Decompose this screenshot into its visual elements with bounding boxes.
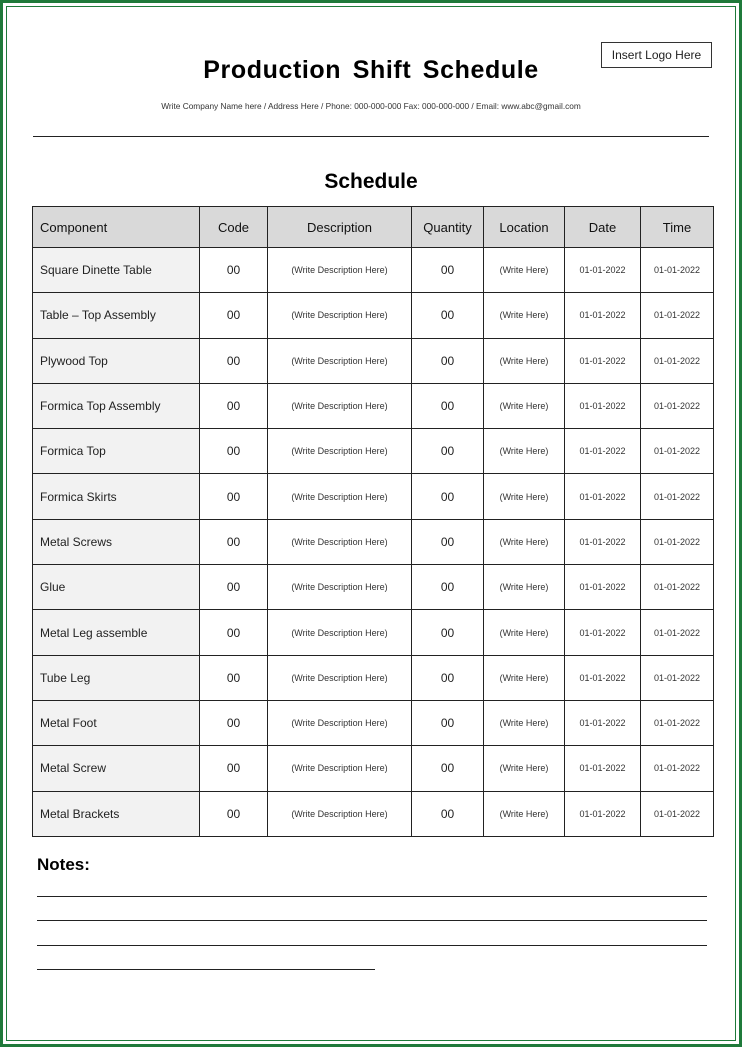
header-divider [33,136,709,137]
schedule-title: Schedule [324,170,418,193]
table-row [33,429,714,474]
cell-date[interactable]: 01-01-2022 [565,338,641,383]
cell-quantity[interactable]: 00 [412,293,484,338]
notes-line[interactable] [37,920,707,921]
cell-date[interactable]: 01-01-2022 [565,429,641,474]
table-row [33,655,714,700]
cell-component[interactable]: Metal Screws [33,519,200,564]
cell-component[interactable]: Formica Skirts [33,474,200,519]
cell-code[interactable]: 00 [200,248,268,293]
cell-quantity[interactable]: 00 [412,610,484,655]
cell-location[interactable]: (Write Here) [484,293,565,338]
cell-date[interactable]: 01-01-2022 [565,700,641,745]
cell-location[interactable]: (Write Here) [484,383,565,428]
cell-component[interactable]: Square Dinette Table [33,248,200,293]
cell-date[interactable]: 01-01-2022 [565,383,641,428]
table-row [33,791,714,836]
cell-time[interactable]: 01-01-2022 [641,248,714,293]
cell-quantity[interactable]: 00 [412,655,484,700]
cell-component[interactable]: Tube Leg [33,655,200,700]
cell-time[interactable]: 01-01-2022 [641,293,714,338]
cell-quantity[interactable]: 00 [412,519,484,564]
cell-time[interactable]: 01-01-2022 [641,791,714,836]
cell-code[interactable]: 00 [200,429,268,474]
cell-time[interactable]: 01-01-2022 [641,746,714,791]
cell-date[interactable]: 01-01-2022 [565,655,641,700]
cell-code[interactable]: 00 [200,474,268,519]
table-row [33,519,714,564]
table-row [33,700,714,745]
company-info-line: Write Company Name here / Address Here / Phone: 000-000-000 Fax: 000-000-000 / Email: www.abc@gmail.com [161,101,581,111]
cell-quantity[interactable]: 00 [412,565,484,610]
cell-code[interactable]: 00 [200,383,268,428]
cell-description[interactable]: (Write Description Here) [268,429,412,474]
cell-description[interactable]: (Write Description Here) [268,655,412,700]
column-header-component: Component [33,207,200,248]
cell-location[interactable]: (Write Here) [484,429,565,474]
cell-code[interactable]: 00 [200,293,268,338]
cell-location[interactable]: (Write Here) [484,338,565,383]
cell-quantity[interactable]: 00 [412,700,484,745]
column-header-quantity: Quantity [412,207,484,248]
table-row [33,746,714,791]
cell-date[interactable]: 01-01-2022 [565,474,641,519]
cell-description[interactable]: (Write Description Here) [268,293,412,338]
cell-description[interactable]: (Write Description Here) [268,474,412,519]
cell-code[interactable]: 00 [200,791,268,836]
cell-time[interactable]: 01-01-2022 [641,610,714,655]
cell-quantity[interactable]: 00 [412,248,484,293]
cell-location[interactable]: (Write Here) [484,565,565,610]
cell-time[interactable]: 01-01-2022 [641,338,714,383]
cell-component[interactable]: Metal Screw [33,746,200,791]
cell-quantity[interactable]: 00 [412,338,484,383]
column-header-location: Location [484,207,565,248]
cell-component[interactable]: Metal Foot [33,700,200,745]
cell-description[interactable]: (Write Description Here) [268,791,412,836]
column-header-date: Date [565,207,641,248]
cell-date[interactable]: 01-01-2022 [565,565,641,610]
cell-component[interactable]: Glue [33,565,200,610]
schedule-table [32,206,714,837]
column-header-code: Code [200,207,268,248]
table-row [33,248,714,293]
cell-quantity[interactable]: 00 [412,791,484,836]
cell-location[interactable]: (Write Here) [484,248,565,293]
cell-location[interactable]: (Write Here) [484,791,565,836]
cell-component[interactable]: Formica Top Assembly [33,383,200,428]
cell-description[interactable]: (Write Description Here) [268,610,412,655]
cell-component[interactable]: Metal Leg assemble [33,610,200,655]
cell-code[interactable]: 00 [200,338,268,383]
document-title: Production Shift Schedule [203,56,539,84]
column-header-time: Time [641,207,714,248]
cell-description[interactable]: (Write Description Here) [268,338,412,383]
cell-code[interactable]: 00 [200,610,268,655]
cell-code[interactable]: 00 [200,655,268,700]
cell-location[interactable]: (Write Here) [484,700,565,745]
table-row [33,293,714,338]
cell-location[interactable]: (Write Here) [484,655,565,700]
cell-location[interactable]: (Write Here) [484,519,565,564]
cell-code[interactable]: 00 [200,565,268,610]
cell-description[interactable]: (Write Description Here) [268,519,412,564]
cell-time[interactable]: 01-01-2022 [641,429,714,474]
cell-component[interactable]: Plywood Top [33,338,200,383]
cell-date[interactable]: 01-01-2022 [565,519,641,564]
cell-date[interactable]: 01-01-2022 [565,248,641,293]
cell-time[interactable]: 01-01-2022 [641,655,714,700]
table-row [33,338,714,383]
cell-location[interactable]: (Write Here) [484,746,565,791]
cell-description[interactable]: (Write Description Here) [268,383,412,428]
notes-line[interactable] [37,896,707,897]
cell-location[interactable]: (Write Here) [484,610,565,655]
cell-time[interactable]: 01-01-2022 [641,474,714,519]
column-header-description: Description [268,207,412,248]
cell-quantity[interactable]: 00 [412,383,484,428]
cell-code[interactable]: 00 [200,700,268,745]
cell-quantity[interactable]: 00 [412,746,484,791]
schedule-table-body [33,248,714,837]
cell-component[interactable]: Metal Brackets [33,791,200,836]
cell-description[interactable]: (Write Description Here) [268,565,412,610]
cell-date[interactable]: 01-01-2022 [565,610,641,655]
table-row [33,474,714,519]
cell-time[interactable]: 01-01-2022 [641,519,714,564]
cell-date[interactable]: 01-01-2022 [565,293,641,338]
table-row [33,610,714,655]
cell-description[interactable]: (Write Description Here) [268,746,412,791]
notes-line[interactable] [37,945,707,946]
cell-date[interactable]: 01-01-2022 [565,791,641,836]
cell-code[interactable]: 00 [200,519,268,564]
cell-location[interactable]: (Write Here) [484,474,565,519]
cell-quantity[interactable]: 00 [412,474,484,519]
table-row [33,565,714,610]
table-row [33,383,714,428]
table-header-row [33,207,714,248]
cell-time[interactable]: 01-01-2022 [641,383,714,428]
cell-component[interactable]: Formica Top [33,429,200,474]
cell-date[interactable]: 01-01-2022 [565,746,641,791]
notes-line[interactable] [37,969,375,970]
cell-code[interactable]: 00 [200,746,268,791]
logo-placeholder[interactable]: Insert Logo Here [601,42,712,68]
notes-title: Notes: [37,855,90,874]
cell-description[interactable]: (Write Description Here) [268,700,412,745]
cell-quantity[interactable]: 00 [412,429,484,474]
cell-description[interactable]: (Write Description Here) [268,248,412,293]
cell-time[interactable]: 01-01-2022 [641,565,714,610]
cell-time[interactable]: 01-01-2022 [641,700,714,745]
cell-component[interactable]: Table – Top Assembly [33,293,200,338]
